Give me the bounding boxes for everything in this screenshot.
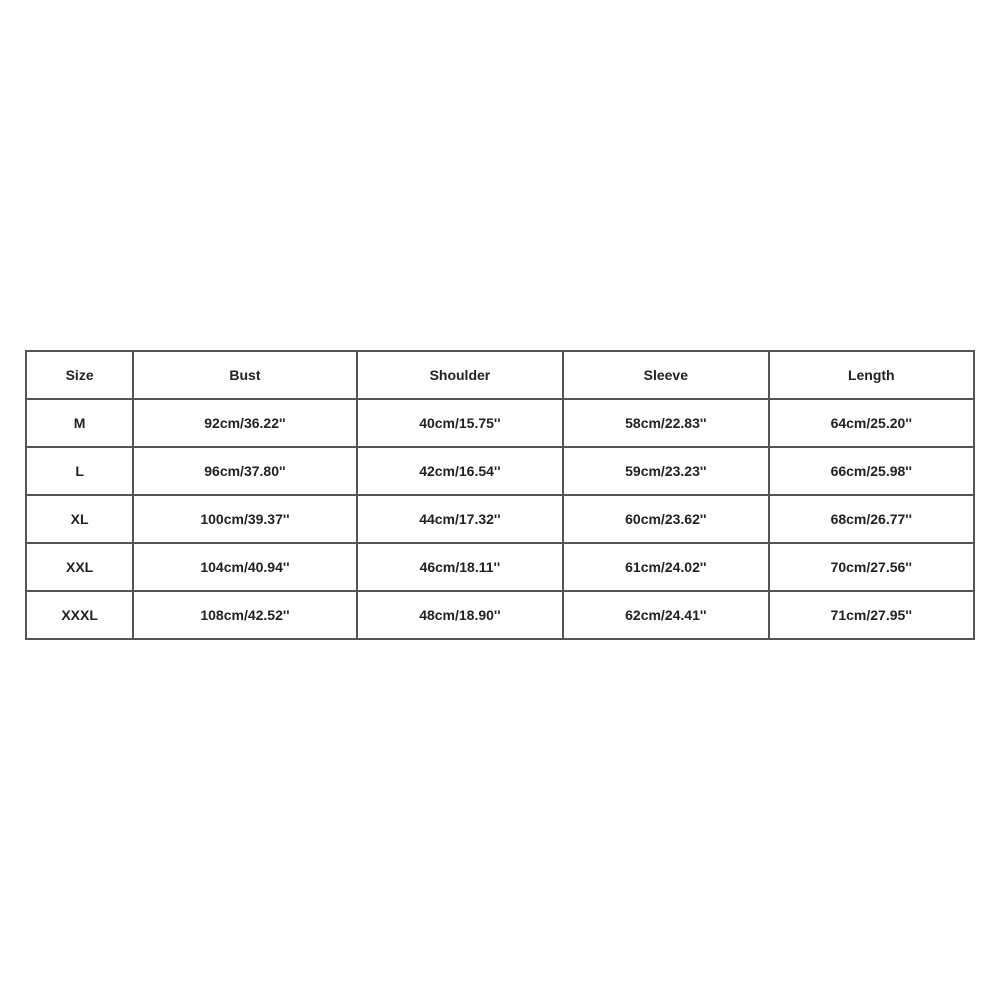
- cell-size: L: [26, 447, 133, 495]
- cell-length: 71cm/27.95'': [769, 591, 974, 639]
- table-row: [26, 495, 974, 543]
- cell-size: XXL: [26, 543, 133, 591]
- cell-sleeve: 60cm/23.62'': [563, 495, 768, 543]
- table-row: [26, 399, 974, 447]
- cell-size: M: [26, 399, 133, 447]
- cell-bust: 96cm/37.80'': [133, 447, 356, 495]
- cell-shoulder: 42cm/16.54'': [357, 447, 563, 495]
- cell-size: XXXL: [26, 591, 133, 639]
- cell-bust: 104cm/40.94'': [133, 543, 356, 591]
- cell-length: 70cm/27.56'': [769, 543, 974, 591]
- header-length: Length: [769, 351, 974, 399]
- cell-length: 68cm/26.77'': [769, 495, 974, 543]
- size-chart-table: [25, 350, 975, 640]
- cell-size: XL: [26, 495, 133, 543]
- table-row: [26, 543, 974, 591]
- header-shoulder: Shoulder: [357, 351, 563, 399]
- cell-bust: 108cm/42.52'': [133, 591, 356, 639]
- cell-bust: 100cm/39.37'': [133, 495, 356, 543]
- cell-sleeve: 58cm/22.83'': [563, 399, 768, 447]
- cell-length: 64cm/25.20'': [769, 399, 974, 447]
- cell-sleeve: 62cm/24.41'': [563, 591, 768, 639]
- cell-shoulder: 48cm/18.90'': [357, 591, 563, 639]
- cell-sleeve: 59cm/23.23'': [563, 447, 768, 495]
- header-row: [26, 351, 974, 399]
- table-row: [26, 447, 974, 495]
- cell-bust: 92cm/36.22'': [133, 399, 356, 447]
- cell-shoulder: 40cm/15.75'': [357, 399, 563, 447]
- header-sleeve: Sleeve: [563, 351, 768, 399]
- table-row: [26, 591, 974, 639]
- cell-shoulder: 46cm/18.11'': [357, 543, 563, 591]
- header-bust: Bust: [133, 351, 356, 399]
- cell-sleeve: 61cm/24.02'': [563, 543, 768, 591]
- cell-length: 66cm/25.98'': [769, 447, 974, 495]
- header-size: Size: [26, 351, 133, 399]
- cell-shoulder: 44cm/17.32'': [357, 495, 563, 543]
